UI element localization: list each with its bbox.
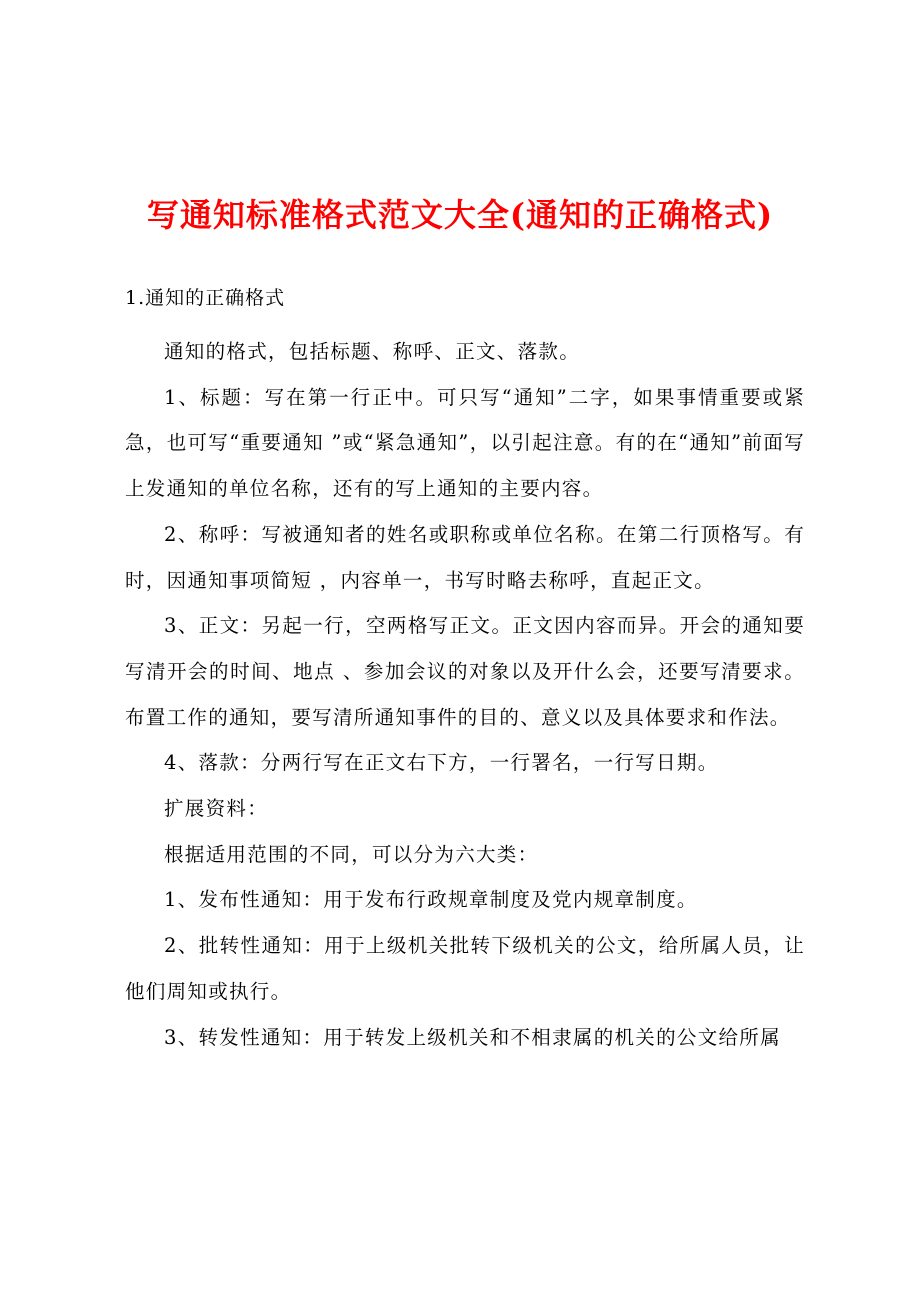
- paragraph-salutation-rule: 2、称呼：写被通知者的姓名或职称或单位名称。在第二行顶格写。有时，因通知事项简短 ，内容单一，书写时略去称呼，直起正文。: [125, 522, 805, 592]
- document-title: 写通知标准格式范文大全(通知的正确格式): [146, 196, 774, 234]
- paragraph-signature-rule: 4、落款：分两行写在正文右下方，一行署名，一行写日期。: [164, 751, 719, 775]
- paragraph-extended-info: 扩展资料：: [164, 797, 269, 821]
- paragraph-category-2: 2、批转性通知：用于上级机关批转下级机关的公文，给所属人员，让他们周知或执行。: [125, 934, 805, 1003]
- paragraph-body-rule: 3、正文：另起一行，空两格写正文。正文因内容而异。开会的通知要写清开会的时间、地点 、参加会议的对象以及开什么会，还要写清要求。布置工作的通知，要写清所通知事件的目的、意义以及具体要求和作法。: [125, 614, 805, 729]
- paragraph-title-rule: 1、标题：写在第一行正中。可只写“通知”二字，如果事情重要或紧急，也可写“重要通知 ”或“紧急通知”，以引起注意。有的在“通知”前面写上发通知的单位名称，还有的写上通知的主要内容。: [125, 385, 805, 501]
- paragraph-category-3: 3、转发性通知：用于转发上级机关和不相隶属的机关的公文给所属: [164, 1025, 781, 1049]
- section-heading: 1.通知的正确格式: [125, 287, 286, 309]
- paragraph-format-overview: 通知的格式，包括标题、称呼、正文、落款。: [164, 340, 581, 363]
- document-body: [125, 329, 805, 1060]
- paragraph-category-1: 1、发布性通知：用于发布行政规章制度及党内规章制度。: [164, 888, 698, 912]
- paragraph-categories-intro: 根据适用范围的不同，可以分为六大类：: [164, 842, 539, 866]
